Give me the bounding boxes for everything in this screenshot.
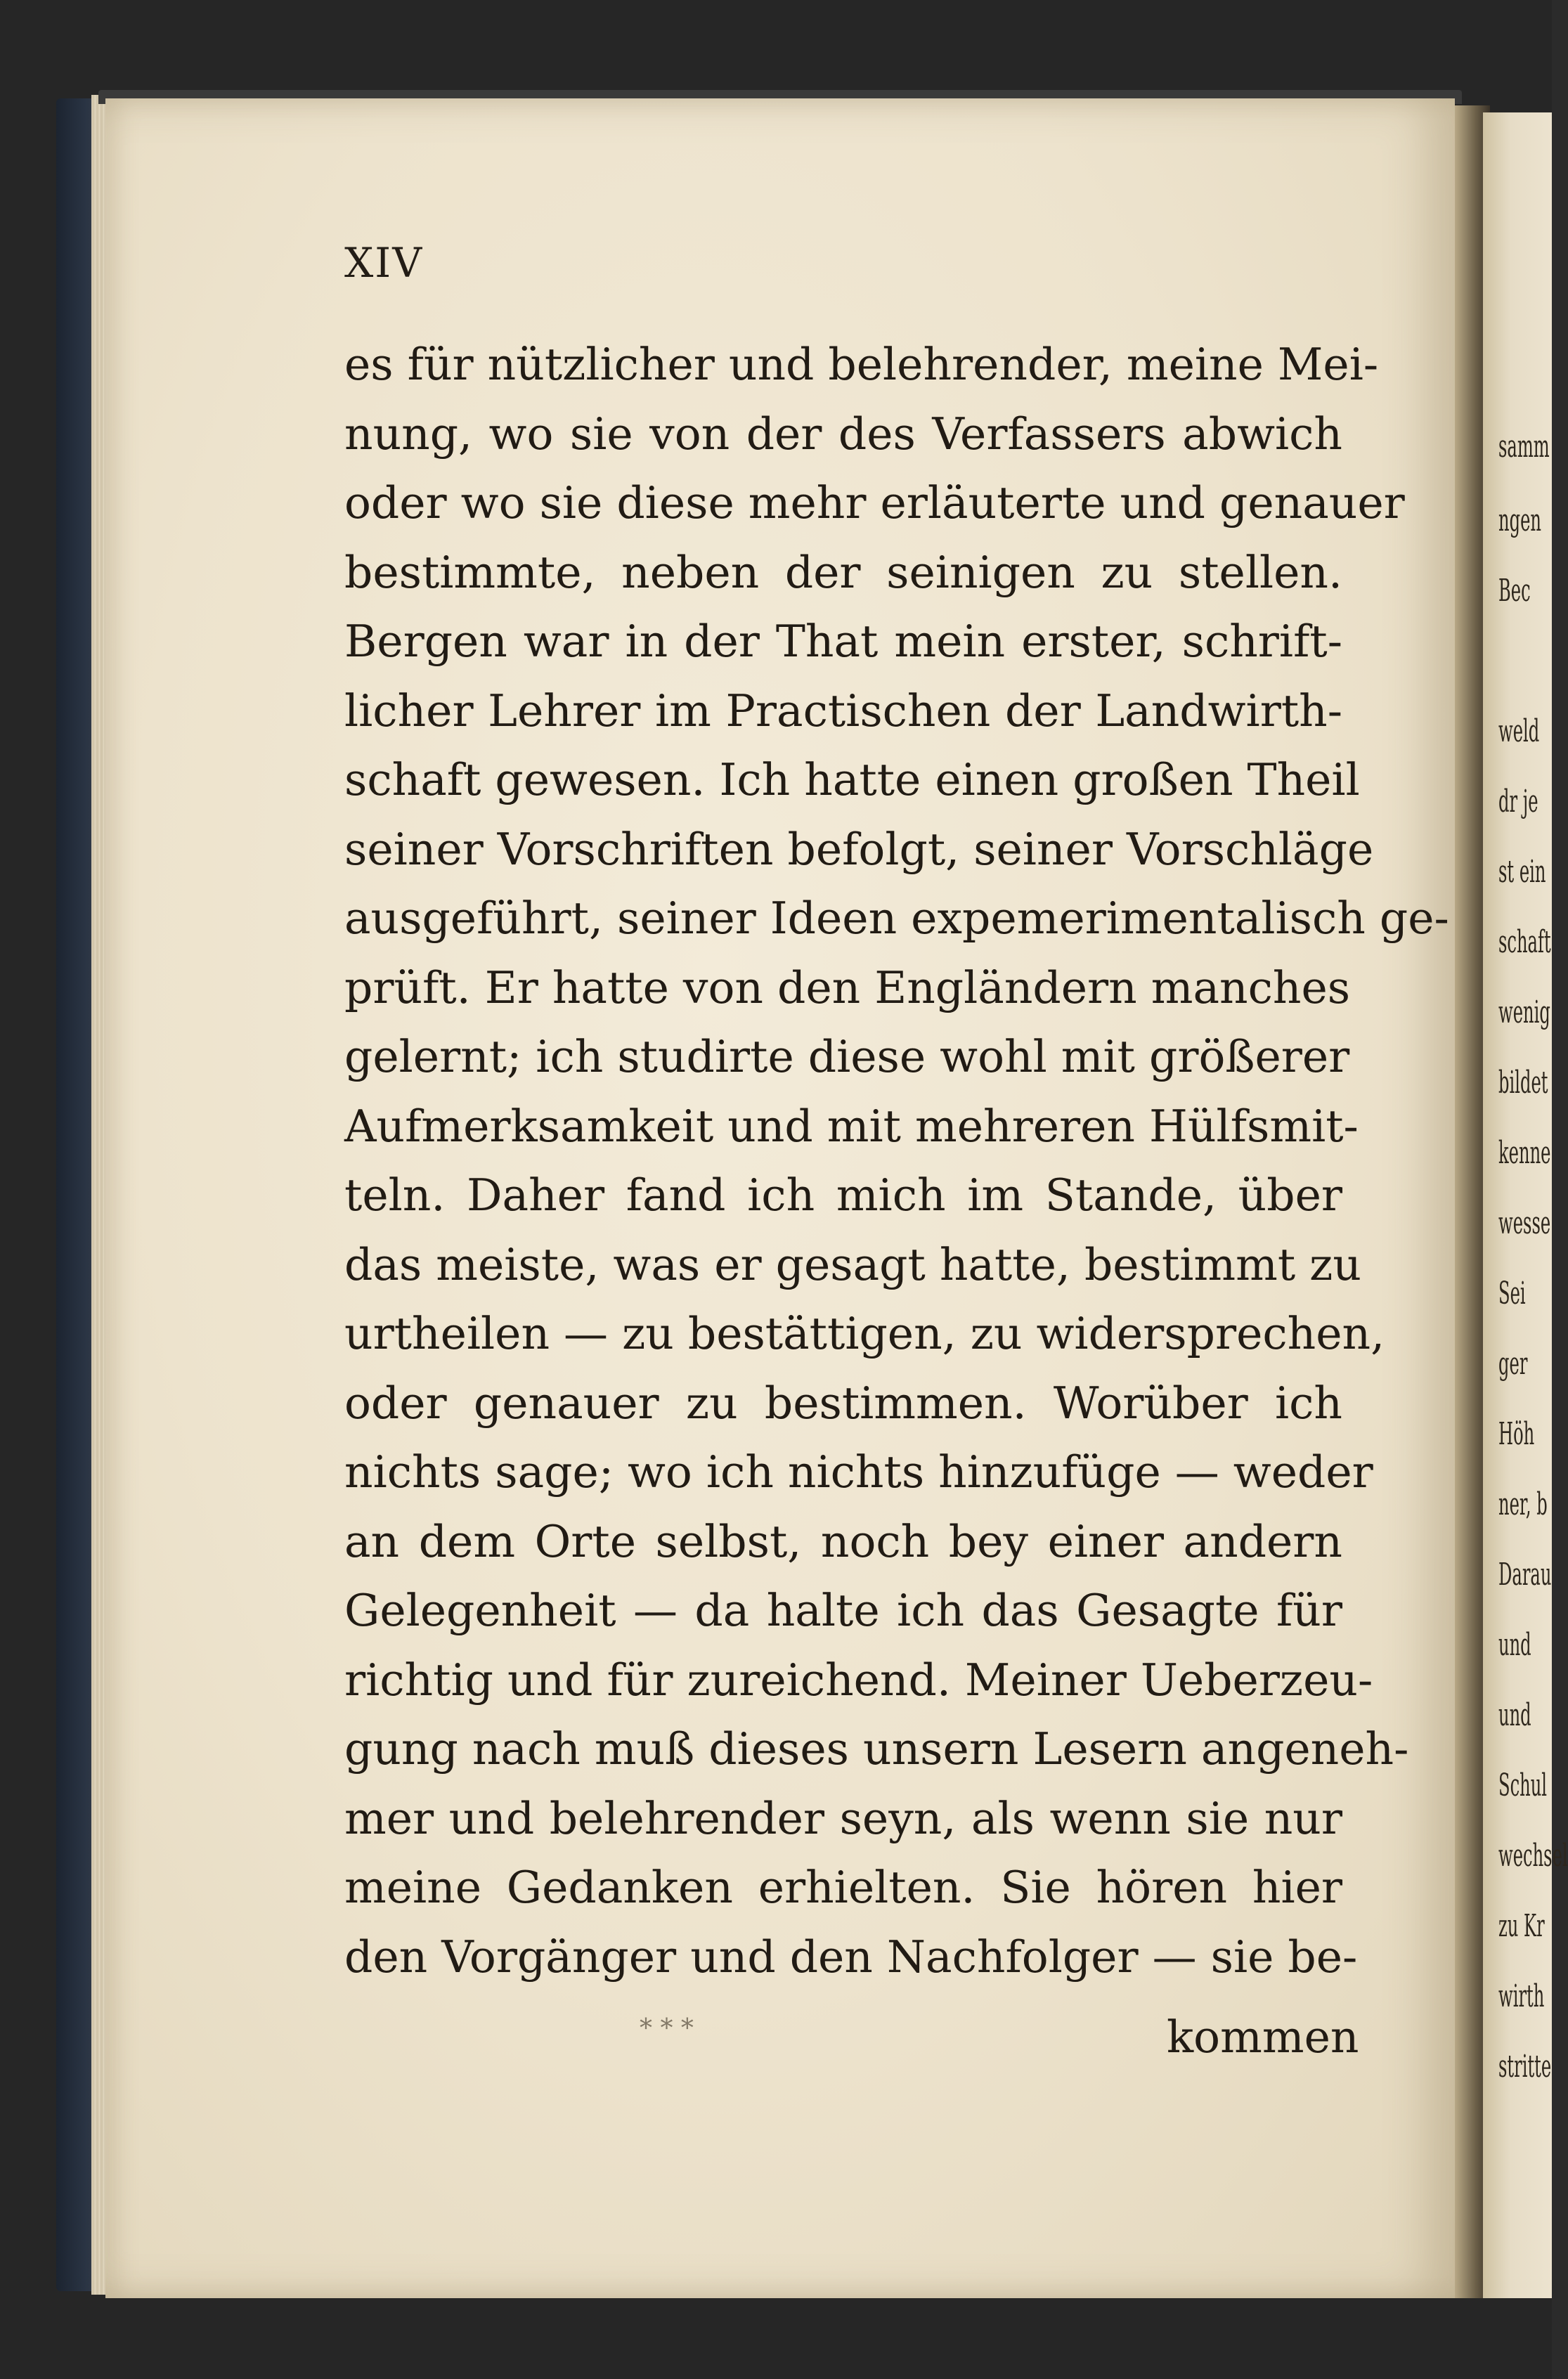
- text-line: gelernt; ich studirte diese wohl mit größerer: [344, 1031, 1350, 1082]
- facing-page-fragment: weld: [1498, 713, 1540, 749]
- text-line: schaft gewesen. Ich hatte einen großen Theil: [344, 754, 1360, 805]
- text-line: meine Gedanken erhielten. Sie hören hier: [344, 1862, 1342, 1913]
- text-line: das meiste, was er gesagt hatte, bestimmt zu: [344, 1238, 1361, 1290]
- text-line: mer und belehrender seyn, als wenn sie nur: [344, 1792, 1342, 1844]
- facing-page-fragment: dr je: [1498, 784, 1538, 819]
- facing-page-fragment: Darau: [1498, 1557, 1552, 1593]
- text-line: den Vorgänger und den Nachfolger — sie be-: [344, 1931, 1358, 1983]
- facing-page-fragment: kenne: [1498, 1135, 1551, 1171]
- facing-page-fragment: Schul: [1498, 1768, 1548, 1803]
- facing-page-fragment: zu Kr: [1498, 1908, 1545, 1944]
- text-line: es für nützlicher und belehrender, meine Mei-: [344, 339, 1379, 390]
- facing-page-fragment: Bec: [1498, 573, 1531, 609]
- text-line: gung nach muß dieses unsern Lesern angeneh-: [344, 1723, 1409, 1775]
- signature-mark: * * *: [640, 2014, 694, 2043]
- text-line: nung, wo sie von der des Verfassers abwich: [344, 408, 1342, 460]
- facing-page-fragment: wechsel: [1498, 1838, 1568, 1874]
- facing-page-fragment: und: [1498, 1697, 1531, 1733]
- text-line: seiner Vorschriften befolgt, seiner Vorschläge: [344, 823, 1374, 875]
- text-line: an dem Orte selbst, noch bey einer andern: [344, 1515, 1342, 1567]
- text-line: nichts sage; wo ich nichts hinzufüge — weder: [344, 1446, 1373, 1498]
- catchword: kommen: [1167, 2011, 1359, 2063]
- facing-page-fragment: wesse: [1498, 1205, 1551, 1241]
- facing-page: [1483, 112, 1568, 2298]
- facing-page-fragment: schaft: [1498, 924, 1551, 960]
- facing-page-fragment: und: [1498, 1627, 1531, 1663]
- text-line: bestimmte, neben der seinigen zu stellen.: [344, 546, 1342, 598]
- text-line: ausgeführt, seiner Ideen expemerimentalisch ge-: [344, 893, 1449, 944]
- page-text-block: [344, 330, 1449, 1992]
- text-line: teln. Daher fand ich mich im Stande, über: [344, 1169, 1342, 1221]
- text-line: Bergen war in der That mein erster, schrift-: [344, 616, 1342, 667]
- facing-page-fragment: wirth: [1498, 1978, 1545, 2014]
- text-line: prüft. Er hatte von den Engländern manches: [344, 961, 1351, 1013]
- facing-page-fragment: samm: [1498, 429, 1550, 465]
- facing-page-fragment: Sei: [1498, 1276, 1526, 1311]
- facing-page-fragment: ger: [1498, 1346, 1528, 1382]
- text-line: urtheilen — zu bestättigen, zu widersprechen,: [344, 1308, 1385, 1359]
- facing-page-fragment: Höh: [1498, 1416, 1535, 1452]
- text-line: Aufmerksamkeit und mit mehreren Hülfsmit-: [344, 1100, 1359, 1152]
- text-line: richtig und für zureichend. Meiner Ueberzeu-: [344, 1654, 1373, 1706]
- facing-page-fragment: bildet: [1498, 1065, 1548, 1101]
- facing-page-fragment: wenig: [1498, 994, 1550, 1030]
- page-number: XIV: [344, 239, 424, 287]
- facing-page-fragment: ngen: [1498, 503, 1541, 538]
- text-line: licher Lehrer im Practischen der Landwirth-: [344, 685, 1342, 737]
- facing-page-fragment: stritte: [1498, 2049, 1552, 2085]
- facing-page-fragment: ner, b: [1498, 1486, 1548, 1522]
- text-line: Gelegenheit — da halte ich das Gesagte für: [344, 1585, 1342, 1636]
- text-line: oder wo sie diese mehr erläuterte und genauer: [344, 477, 1405, 529]
- facing-page-fragment: st ein: [1498, 854, 1546, 890]
- text-line: oder genauer zu bestimmen. Worüber ich: [344, 1377, 1342, 1429]
